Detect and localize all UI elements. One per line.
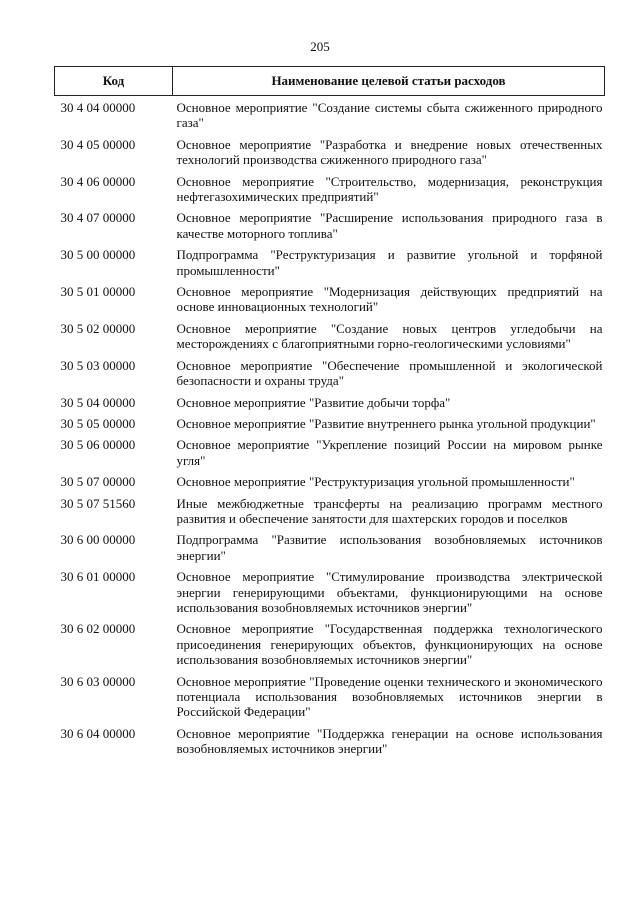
row-code: 30 5 03 00000: [60, 357, 136, 373]
table-row: [55, 492, 605, 529]
row-code: 30 6 04 00000: [60, 725, 136, 741]
table-row: [55, 433, 605, 470]
header-code: Код: [55, 67, 173, 96]
row-code: 30 5 01 00000: [60, 284, 136, 300]
row-name: Основное мероприятие "Создание системы сбыта сжиженного природного газа": [176, 100, 603, 131]
row-code: 30 6 00 00000: [60, 532, 136, 548]
row-code: 30 5 07 51560: [60, 495, 136, 511]
table-row: [55, 528, 605, 565]
row-code: 30 6 02 00000: [60, 621, 136, 637]
row-code: 30 5 06 00000: [60, 437, 136, 453]
table-row: [55, 617, 605, 669]
table-row: [55, 412, 605, 433]
row-name: Основное мероприятие "Строительство, модернизация, реконструкция нефтегазохимических предприятий": [176, 173, 603, 205]
row-name: Основное мероприятие "Укрепление позиций России на мировом рынке угля": [176, 437, 603, 468]
table-row: [55, 354, 605, 391]
header-name: Наименование целевой статьи расходов: [173, 67, 605, 96]
row-name: Основное мероприятие "Разработка и внедрение новых отечественных технологий производства сжиженного природного газа": [176, 136, 603, 168]
table-row: [55, 133, 605, 170]
row-name: Основное мероприятие "Стимулирование производства электрической энергии генерирующими объектами, функционирующими на основе использования возобновляемых источников энергии": [176, 569, 603, 615]
table-row: [55, 206, 605, 243]
page-number: 205: [310, 39, 330, 54]
row-name: Основное мероприятие "Государственная поддержка технологического присоединения генерирующих объектов, функционирующих на основе использования возобновляемых источников энергии": [176, 621, 603, 668]
table-header: [55, 67, 605, 96]
row-name: Подпрограмма "Реструктуризация и развитие угольной и торфяной промышленности": [176, 247, 603, 278]
row-name: Основное мероприятие "Проведение оценки технического и экономического потенциала использования возобновляемых источников энергии в Российской Федерации": [176, 673, 603, 720]
budget-codes-table: [54, 66, 605, 759]
row-name: Основное мероприятие "Создание новых центров угледобычи на месторождениях с благоприятными горно-геологическими условиями": [176, 320, 603, 352]
table-row: [55, 317, 605, 354]
table-row: [55, 722, 605, 759]
row-name: Основное мероприятие "Расширение использования природного газа в качестве моторного топлива": [176, 210, 603, 241]
row-code: 30 6 03 00000: [60, 673, 136, 689]
table-row: [55, 470, 605, 491]
table-row: [55, 391, 605, 412]
table-row: [55, 170, 605, 207]
table-body: [55, 96, 605, 759]
row-code: 30 5 05 00000: [60, 415, 136, 431]
table-row: [55, 280, 605, 317]
row-code: 30 5 07 00000: [60, 474, 136, 490]
row-name: Основное мероприятие "Реструктуризация угольной промышленности": [176, 474, 575, 490]
row-name: Основное мероприятие "Развитие добычи торфа": [176, 394, 451, 410]
table-row: [55, 243, 605, 280]
row-code: 30 4 05 00000: [60, 136, 136, 152]
row-code: 30 5 00 00000: [60, 247, 136, 263]
table-row: [55, 670, 605, 722]
table-row: [55, 565, 605, 617]
row-name: Подпрограмма "Развитие использования возобновляемых источников энергии": [176, 532, 603, 563]
row-code: 30 5 02 00000: [60, 320, 136, 336]
row-code: 30 4 07 00000: [60, 210, 136, 226]
row-name: Основное мероприятие "Развитие внутреннего рынка угольной продукции": [176, 415, 596, 431]
row-code: 30 4 04 00000: [60, 100, 136, 115]
row-name: Основное мероприятие "Модернизация действующих предприятий на основе инновационных технологий": [176, 284, 603, 315]
row-name: Основное мероприятие "Поддержка генерации на основе использования возобновляемых источников энергии": [176, 725, 603, 757]
row-name: Иные межбюджетные трансферты на реализацию программ местного развития и обеспечение занятости для шахтерских городов и поселков: [176, 495, 603, 526]
table-row: [55, 96, 605, 133]
row-code: 30 4 06 00000: [60, 173, 136, 189]
row-code: 30 5 04 00000: [60, 394, 136, 410]
row-name: Основное мероприятие "Обеспечение промышленной и экологической безопасности и охраны труда": [176, 357, 603, 389]
header-row: [55, 67, 605, 96]
row-code: 30 6 01 00000: [60, 569, 136, 585]
